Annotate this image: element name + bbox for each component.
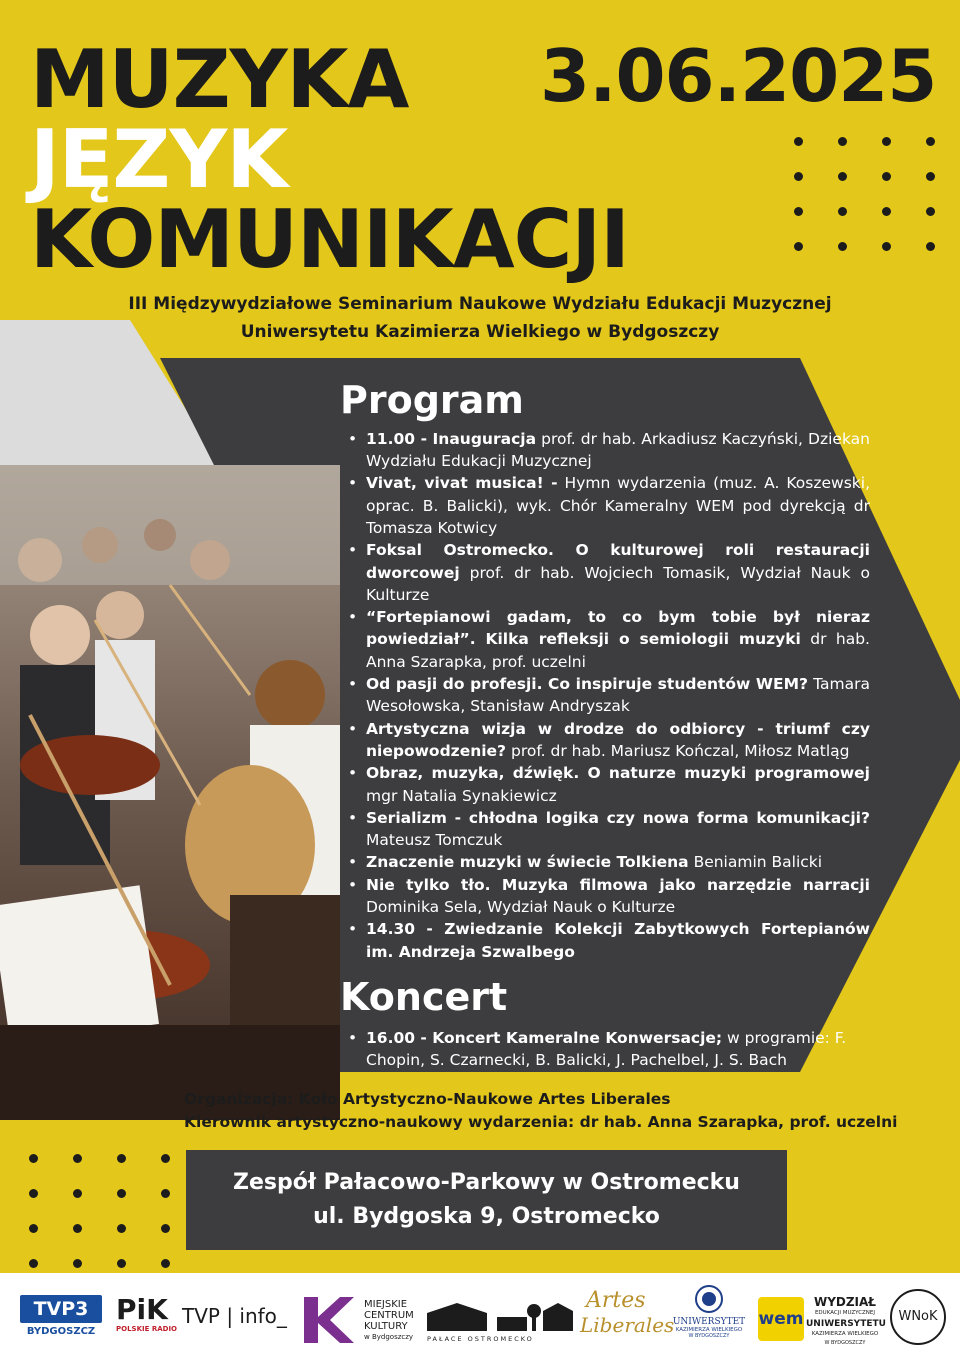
program-item-details: prof. dr hab. Wojciech Tomasik, Wydział Nauk o Kulturze [366, 563, 870, 604]
program-item-title: Nie tylko tło. Muzyka filmowa jako narzędzie narracji [366, 875, 870, 894]
concert-item-title: 16.00 - Koncert Kameralne Konwersacje; [366, 1028, 723, 1047]
program-item-details: Beniamin Balicki [688, 853, 823, 872]
program-item [340, 472, 870, 539]
program-heading: Program [340, 378, 524, 422]
artes-line-1: Artes [586, 1288, 646, 1313]
program-item-details: Mateusz Tomczuk [366, 831, 503, 850]
wydzial-line-4: KAZIMIERZA WIELKIEGO [811, 1331, 879, 1337]
program-panel [340, 380, 870, 1071]
venue-address: ul. Bydgoska 9, Ostromecko [313, 1204, 660, 1229]
tvp3-caption: BYDGOSZCZ [26, 1326, 96, 1337]
mck-line-3: KULTURY [364, 1321, 408, 1332]
concert-item-details: w programie: F. Chopin, S. Czarnecki, B. Balicki, J. Pachelbel, J. S. Bach [366, 1028, 847, 1070]
ukw-emblem-icon [695, 1285, 723, 1313]
subtitle-line-2: Uniwersytetu Kazimierza Wielkiego w Bydgoszczy [240, 322, 720, 342]
ukw-logo [668, 1285, 750, 1339]
program-item-details: Tamara Wesołowska, Stanisław Andryszak [366, 675, 870, 716]
ukw-line-3: W BYDGOSZCZY [688, 1333, 730, 1339]
ukw-line-2: KAZIMIERZA WIELKIEGO [675, 1327, 743, 1333]
sponsor-logos-strip [0, 1273, 960, 1358]
tvp3-mark: TVP3 [20, 1295, 102, 1323]
program-item [340, 851, 870, 873]
title-line-1: MUZYKA [30, 33, 409, 126]
program-item [340, 718, 870, 763]
artistic-director-line: Kierownik artystyczno-naukowy wydarzenia: dr hab. Anna Szarapka, prof. uczelni [184, 1113, 898, 1131]
program-item [340, 539, 870, 606]
mck-text-logo [364, 1299, 414, 1343]
wydzial-line-1: WYDZIAŁ [813, 1295, 877, 1309]
program-list [340, 428, 870, 963]
orchestra-photo [0, 465, 340, 1120]
mck-k-icon [302, 1295, 354, 1345]
pik-caption: POLSKIE RADIO [116, 1325, 178, 1333]
title-line-2: JĘZYK [30, 113, 288, 206]
program-item-details: mgr Natalia Synakiewicz [366, 786, 557, 805]
ukw-line-1: UNIWERSYTET [672, 1317, 746, 1327]
mck-line-4: w Bydgoszczy [364, 1333, 414, 1341]
tvp3-logo [20, 1295, 102, 1337]
concert-heading: Koncert [340, 974, 508, 1019]
program-item [340, 762, 870, 807]
program-item-details: Dominika Sela, Wydział Nauk o Kulturze [366, 898, 676, 917]
program-item-title: Znaczenie muzyki w świecie Tolkiena [366, 853, 689, 872]
program-item-title: 11.00 - Inauguracja [366, 429, 537, 448]
event-date: 3.06.2025 [540, 34, 937, 118]
orchestra-illustration [0, 465, 340, 1120]
venue-name: Zespół Pałacowo-Parkowy w Ostromecku [233, 1170, 740, 1195]
wydzial-logo [806, 1295, 884, 1348]
program-item-title: Serializm - chłodna logika czy nowa forma komunikacji? [366, 808, 870, 827]
wydzial-line-5: W BYDGOSZCZY [824, 1340, 866, 1346]
mck-line-1: MIEJSKIE [364, 1299, 408, 1310]
program-item-details: prof. dr hab. Arkadiusz Kaczyński, Dziekan Wydziału Edukacji Muzycznej [366, 429, 870, 471]
venue-box [186, 1150, 787, 1250]
tvpinfo-logo: TVP | info_ [182, 1304, 287, 1328]
program-item [340, 428, 870, 473]
program-item-title: Artystyczna wizja w drodze do odbiorcy - triumf czy niepowodzenie? [366, 719, 870, 760]
program-item [340, 807, 870, 852]
program-item [340, 874, 870, 919]
program-item [340, 606, 870, 673]
pik-logo [116, 1295, 186, 1333]
program-item-title: Vivat, vivat musica! - [366, 474, 558, 493]
mck-line-2: CENTRUM [364, 1310, 414, 1321]
palace-caption: PAŁACE OSTROMECKO [427, 1335, 534, 1343]
program-item-details: dr hab. Anna Szarapka, prof. uczelni [366, 630, 870, 671]
title-line-3: KOMUNIKACJI [30, 193, 629, 286]
wem-logo: wem [758, 1297, 804, 1341]
program-item-details: prof. dr hab. Mariusz Kończal, Miłosz Matląg [506, 741, 850, 760]
wnok-logo: WNoK [890, 1289, 946, 1345]
palace-silhouette-icon [427, 1301, 573, 1331]
program-item-details: Hymn wydarzenia (muz. A. Koszewski, oprac. B. Balicki), wyk. Chór Kameralny WEM pod dyrekcją dr Tomasza Kotwicy [366, 474, 870, 537]
artes-liberales-logo [580, 1289, 674, 1337]
decorative-dots-top [794, 137, 935, 251]
palace-ostromecko-logo [427, 1301, 573, 1343]
subtitle-line-1: III Międzywydziałowe Seminarium Naukowe Wydziału Edukacji Muzycznej [128, 294, 832, 314]
wydzial-line-2: EDUKACJI MUZYCZNEJ [814, 1310, 876, 1316]
organizer-line: Organizacja: Koło Artystyczno-Naukowe Artes Liberales [184, 1090, 671, 1108]
artes-line-2: Liberales [580, 1313, 675, 1337]
program-item-title: “Fortepianowi gadam, to co bym tobie był nieraz powiedział”. Kilka refleksji o semiologii muzyki [366, 608, 870, 649]
program-item [340, 673, 870, 718]
organization-info [184, 1088, 897, 1134]
program-item-title: Od pasji do profesji. Co inspiruje studentów WEM? [366, 675, 809, 694]
program-item-title: Foksal Ostromecko. O kulturowej roli restauracji dworcowej [366, 541, 870, 582]
program-item [340, 918, 870, 963]
decorative-dots-bottom [29, 1154, 170, 1268]
pik-mark: PiK [116, 1293, 168, 1326]
concert-list [340, 1027, 870, 1072]
program-item-title: 14.30 - Zwiedzanie Kolekcji Zabytkowych Fortepianów im. Andrzeja Szwalbego [366, 920, 870, 961]
program-item-title: Obraz, muzyka, dźwięk. O naturze muzyki programowej [366, 764, 870, 783]
concert-item [340, 1027, 870, 1072]
wydzial-line-3: UNIWERSYTETU [806, 1319, 886, 1329]
seminar-subtitle [0, 290, 960, 346]
